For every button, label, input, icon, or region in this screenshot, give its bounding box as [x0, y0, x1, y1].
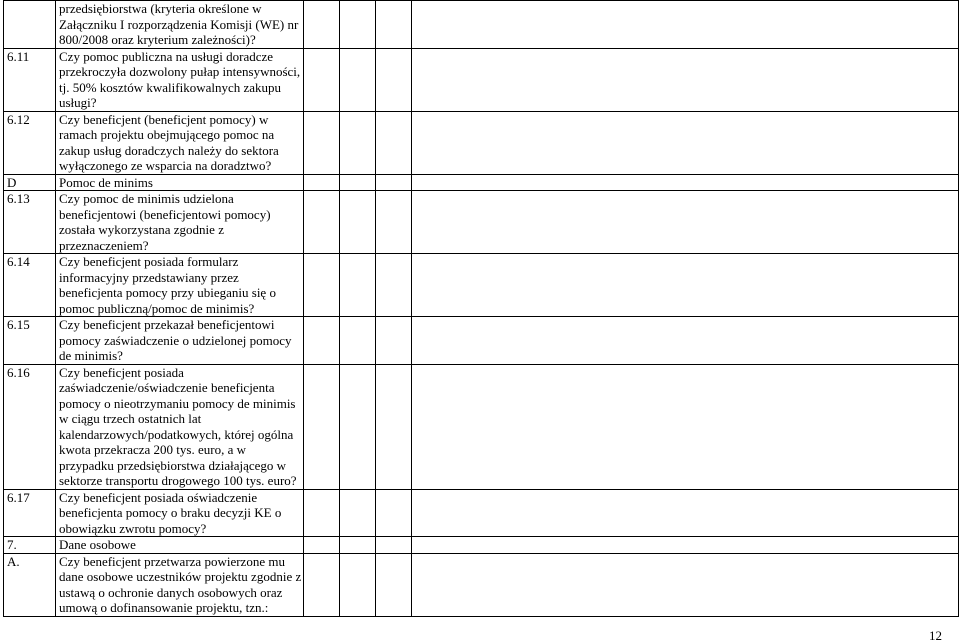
- answer-cell[interactable]: [376, 174, 412, 191]
- answer-cell[interactable]: [340, 191, 376, 254]
- answer-cell[interactable]: [376, 553, 412, 616]
- answer-cell[interactable]: [376, 364, 412, 489]
- answer-cell[interactable]: [340, 489, 376, 537]
- page-number: 12: [929, 628, 942, 643]
- row-number: 6.12: [4, 111, 56, 174]
- answer-cell[interactable]: [412, 553, 959, 616]
- answer-cell[interactable]: [304, 364, 340, 489]
- row-number: 6.14: [4, 254, 56, 317]
- answer-cell[interactable]: [340, 111, 376, 174]
- answer-cell[interactable]: [376, 111, 412, 174]
- answer-cell[interactable]: [304, 1, 340, 49]
- checklist-row: [4, 553, 959, 616]
- question-text: Czy beneficjent (beneficjent pomocy) w ramach projektu obejmującego pomoc na zakup usług doradczych należy do sektora wyłączonego ze wsparcia na doradztwo?: [56, 111, 304, 174]
- answer-cell[interactable]: [304, 553, 340, 616]
- question-text: Czy beneficjent przekazał beneficjentowi pomocy zaświadczenie o udzielonej pomocy de minimis?: [56, 317, 304, 365]
- question-text: Czy beneficjent posiada zaświadczenie/oświadczenie beneficjenta pomocy o nieotrzymaniu pomocy de minimis w ciągu trzech ostatnich lat kalendarzowych/podatkowych, której ogólna kwota przekracza 200 tys. euro, a w przypadku przedsiębiorstwa działającego w sektorze transportu drogowego 100 tys. euro?: [56, 364, 304, 489]
- question-text: Czy pomoc publiczna na usługi doradcze przekroczyła dozwolony pułap intensywności, tj. 50% kosztów kwalifikowalnych zakupu usługi?: [56, 48, 304, 111]
- answer-cell[interactable]: [412, 537, 959, 554]
- answer-cell[interactable]: [376, 537, 412, 554]
- answer-cell[interactable]: [412, 254, 959, 317]
- question-text: Czy beneficjent przetwarza powierzone mu dane osobowe uczestników projektu zgodnie z ustawą o ochronie danych osobowych oraz umową o dofinansowanie projektu, tzn.:: [56, 553, 304, 616]
- answer-cell[interactable]: [412, 317, 959, 365]
- checklist-body: [4, 1, 959, 617]
- question-text: Czy pomoc de minimis udzielona beneficjentowi (beneficjentowi pomocy) została wykorzystana zgodnie z przeznaczeniem?: [56, 191, 304, 254]
- question-text: Czy beneficjent posiada oświadczenie beneficjenta pomocy o braku decyzji KE o obowiązku zwrotu pomocy?: [56, 489, 304, 537]
- row-number: [4, 1, 56, 49]
- checklist-row: [4, 1, 959, 49]
- answer-cell[interactable]: [304, 537, 340, 554]
- answer-cell[interactable]: [340, 1, 376, 49]
- answer-cell[interactable]: [304, 254, 340, 317]
- question-text: Pomoc de minims: [56, 174, 304, 191]
- checklist-table: [3, 0, 959, 617]
- question-text: Czy beneficjent posiada formularz informacyjny przedstawiany przez beneficjenta pomocy przy ubieganiu się o pomoc publiczną/pomoc de minimis?: [56, 254, 304, 317]
- answer-cell[interactable]: [304, 111, 340, 174]
- row-number: A.: [4, 553, 56, 616]
- answer-cell[interactable]: [304, 48, 340, 111]
- answer-cell[interactable]: [304, 489, 340, 537]
- checklist-row: [4, 174, 959, 191]
- answer-cell[interactable]: [376, 317, 412, 365]
- answer-cell[interactable]: [412, 364, 959, 489]
- answer-cell[interactable]: [376, 191, 412, 254]
- row-number: 6.16: [4, 364, 56, 489]
- answer-cell[interactable]: [376, 48, 412, 111]
- answer-cell[interactable]: [340, 317, 376, 365]
- answer-cell[interactable]: [376, 1, 412, 49]
- answer-cell[interactable]: [304, 317, 340, 365]
- answer-cell[interactable]: [340, 174, 376, 191]
- question-text: przedsiębiorstwa (kryteria określone w Załączniku I rozporządzenia Komisji (WE) nr 800/2008 oraz kryterium zależności)?: [56, 1, 304, 49]
- answer-cell[interactable]: [412, 174, 959, 191]
- checklist-row: [4, 48, 959, 111]
- answer-cell[interactable]: [412, 111, 959, 174]
- question-text: Dane osobowe: [56, 537, 304, 554]
- answer-cell[interactable]: [376, 254, 412, 317]
- answer-cell[interactable]: [340, 364, 376, 489]
- answer-cell[interactable]: [412, 191, 959, 254]
- checklist-row: [4, 537, 959, 554]
- checklist-row: [4, 254, 959, 317]
- checklist-row: [4, 364, 959, 489]
- answer-cell[interactable]: [340, 537, 376, 554]
- answer-cell[interactable]: [340, 48, 376, 111]
- checklist-row: [4, 489, 959, 537]
- answer-cell[interactable]: [304, 174, 340, 191]
- checklist-row: [4, 111, 959, 174]
- answer-cell[interactable]: [412, 489, 959, 537]
- row-number: D: [4, 174, 56, 191]
- row-number: 7.: [4, 537, 56, 554]
- row-number: 6.17: [4, 489, 56, 537]
- checklist-row: [4, 317, 959, 365]
- answer-cell[interactable]: [376, 489, 412, 537]
- answer-cell[interactable]: [412, 48, 959, 111]
- row-number: 6.13: [4, 191, 56, 254]
- checklist-row: [4, 191, 959, 254]
- answer-cell[interactable]: [304, 191, 340, 254]
- answer-cell[interactable]: [340, 254, 376, 317]
- answer-cell[interactable]: [412, 1, 959, 49]
- row-number: 6.11: [4, 48, 56, 111]
- row-number: 6.15: [4, 317, 56, 365]
- answer-cell[interactable]: [340, 553, 376, 616]
